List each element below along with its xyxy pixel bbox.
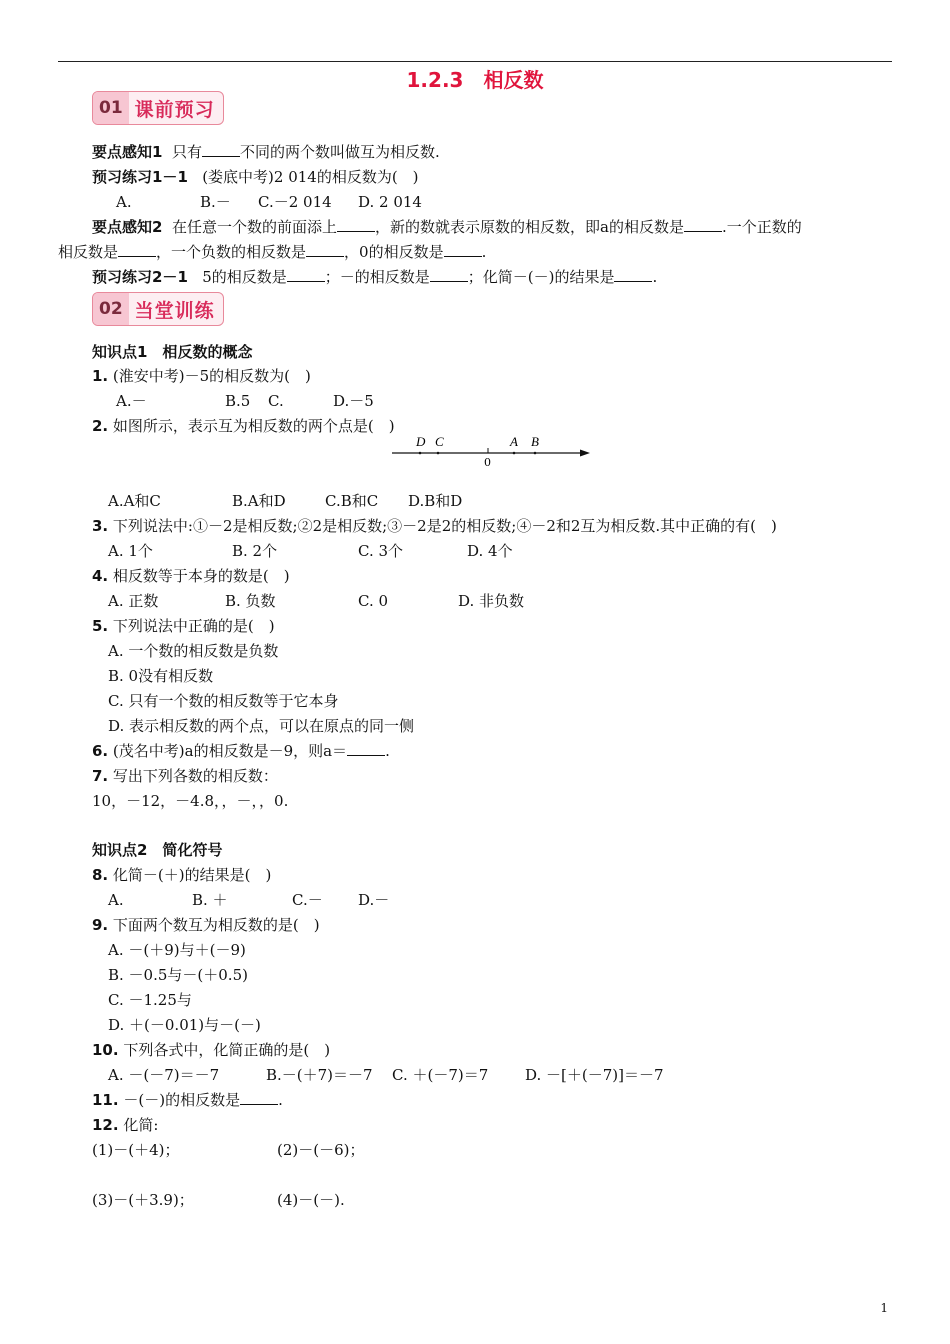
exercise-1-1: 预习练习1－1 (娄底中考)2 014的相反数为( ) (92, 168, 419, 186)
answer-blank (684, 217, 722, 232)
answer-blank (202, 142, 240, 157)
question-1: 1. (淮安中考)－5的相反数为( ) (92, 367, 311, 385)
point-d (419, 452, 422, 455)
page-number: 1 (880, 1301, 888, 1315)
label-d: D (416, 434, 426, 449)
question-5: 5. 下列说法中正确的是( ) (92, 617, 275, 635)
exercise-2-1: 预习练习2－1 5的相反数是 ；－的相反数是 ；化简－(－)的结果是 . (92, 268, 658, 286)
option-c: C. －1.25与 (108, 991, 192, 1009)
section-label: 当堂训练 (134, 299, 215, 322)
point-c (437, 452, 440, 455)
answer-blank (430, 267, 468, 282)
option-b: B. ＋ (192, 891, 228, 909)
option-c: C.－ (292, 891, 323, 909)
option-a: A. 正数 (108, 592, 159, 610)
knowledge-point-2-heading: 知识点2 简化符号 (92, 841, 223, 859)
option-a: A. (116, 193, 132, 211)
option-a: A. (108, 891, 124, 909)
question-11: 11. －(－)的相反数是 . (92, 1091, 283, 1109)
option-d: D. 表示相反数的两个点，可以在原点的同一侧 (108, 717, 415, 735)
option-d: D. 4个 (467, 542, 513, 560)
option-a: A.－ (116, 392, 147, 410)
option-d: D. 非负数 (458, 592, 525, 610)
option-c: C.B和C (325, 492, 379, 510)
sub-question-4: (4)－(－). (277, 1191, 345, 1209)
option-c: C. ＋(－7)＝7 (392, 1066, 489, 1084)
key-point-1: 要点感知1 只有 不同的两个数叫做互为相反数. (92, 143, 440, 161)
answer-blank (347, 741, 385, 756)
question-8: 8. 化简－(＋)的结果是( ) (92, 866, 272, 884)
section-badge-preview (92, 91, 224, 125)
number-line-figure (390, 430, 600, 470)
option-c: C. 3个 (358, 542, 404, 560)
sub-question-1: (1)－(＋4)； (92, 1141, 180, 1159)
answer-blank (444, 242, 482, 257)
option-a: A. －(＋9)与＋(－9) (108, 941, 246, 959)
answer-blank (118, 242, 156, 257)
question-7-values: 10，－12，－4.8，，－，，0. (92, 792, 289, 810)
option-b: B. 2个 (232, 542, 278, 560)
key-point-2: 要点感知2 在任意一个数的前面添上 ，新的数就表示原数的相反数，即a的相反数是 .一个正数的 (92, 218, 802, 236)
sub-question-3: (3)－(＋3.9)； (92, 1191, 194, 1209)
option-d: D.B和D (408, 492, 463, 510)
section-number: 01 (93, 92, 129, 124)
page-title: 1.2.3 相反数 (406, 68, 544, 92)
question-6: 6. (茂名中考)a的相反数是－9，则a＝ . (92, 742, 390, 760)
option-c: C. 只有一个数的相反数等于它本身 (108, 692, 339, 710)
answer-blank (240, 1090, 278, 1105)
section-number: 02 (93, 293, 129, 325)
section-label: 课前预习 (134, 98, 215, 121)
option-d: D. －[＋(－7)]＝－7 (525, 1066, 664, 1084)
answer-blank (614, 267, 652, 282)
section-badge-practice (92, 292, 224, 326)
point-a (513, 452, 516, 455)
header-rule (58, 61, 892, 62)
option-a: A. 1个 (108, 542, 153, 560)
option-c: C.－2 014 (258, 193, 332, 211)
option-b: B. 负数 (225, 592, 276, 610)
answer-blank (337, 217, 375, 232)
answer-blank (287, 267, 325, 282)
option-b: B.－ (200, 193, 231, 211)
sub-question-2: (2)－(－6)； (277, 1141, 365, 1159)
number-line-arrow (580, 450, 590, 457)
option-b: B.A和D (232, 492, 286, 510)
option-c: C. (268, 392, 284, 410)
knowledge-point-1-heading: 知识点1 相反数的概念 (92, 343, 253, 361)
option-b: B.－(＋7)＝－7 (266, 1066, 373, 1084)
option-c: C. 0 (358, 592, 389, 610)
question-4: 4. 相反数等于本身的数是( ) (92, 567, 290, 585)
label-c: C (435, 434, 444, 449)
option-a: A. 一个数的相反数是负数 (108, 642, 279, 660)
answer-blank (306, 242, 344, 257)
option-d: D.－ (358, 891, 390, 909)
point-b (534, 452, 537, 455)
option-b: B. －0.5与－(＋0.5) (108, 966, 248, 984)
question-3: 3. 下列说法中:①－2是相反数;②2是相反数;③－2是2的相反数;④－2和2互为相反数.其中正确的有( ) (92, 517, 777, 535)
option-d: D. ＋(－0.01)与－(－) (108, 1016, 261, 1034)
question-2: 2. 如图所示，表示互为相反数的两个点是( ) (92, 417, 395, 435)
question-7: 7. 写出下列各数的相反数： (92, 767, 278, 785)
question-9: 9. 下面两个数互为相反数的是( ) (92, 916, 320, 934)
label-origin: 0 (484, 456, 491, 469)
option-d: D. 2 014 (358, 193, 422, 211)
label-b: B (531, 434, 539, 449)
option-b: B. 0没有相反数 (108, 667, 214, 685)
label-a: A (510, 434, 518, 449)
question-12: 12. 化简: (92, 1116, 159, 1134)
option-b: B.5 (225, 392, 251, 410)
option-d: D.－5 (333, 392, 374, 410)
key-point-2-cont: 相反数是 ，一个负数的相反数是 ，0的相反数是 . (58, 243, 487, 261)
question-10: 10. 下列各式中，化简正确的是( ) (92, 1041, 331, 1059)
option-a: A. －(－7)＝－7 (108, 1066, 220, 1084)
option-a: A.A和C (108, 492, 161, 510)
